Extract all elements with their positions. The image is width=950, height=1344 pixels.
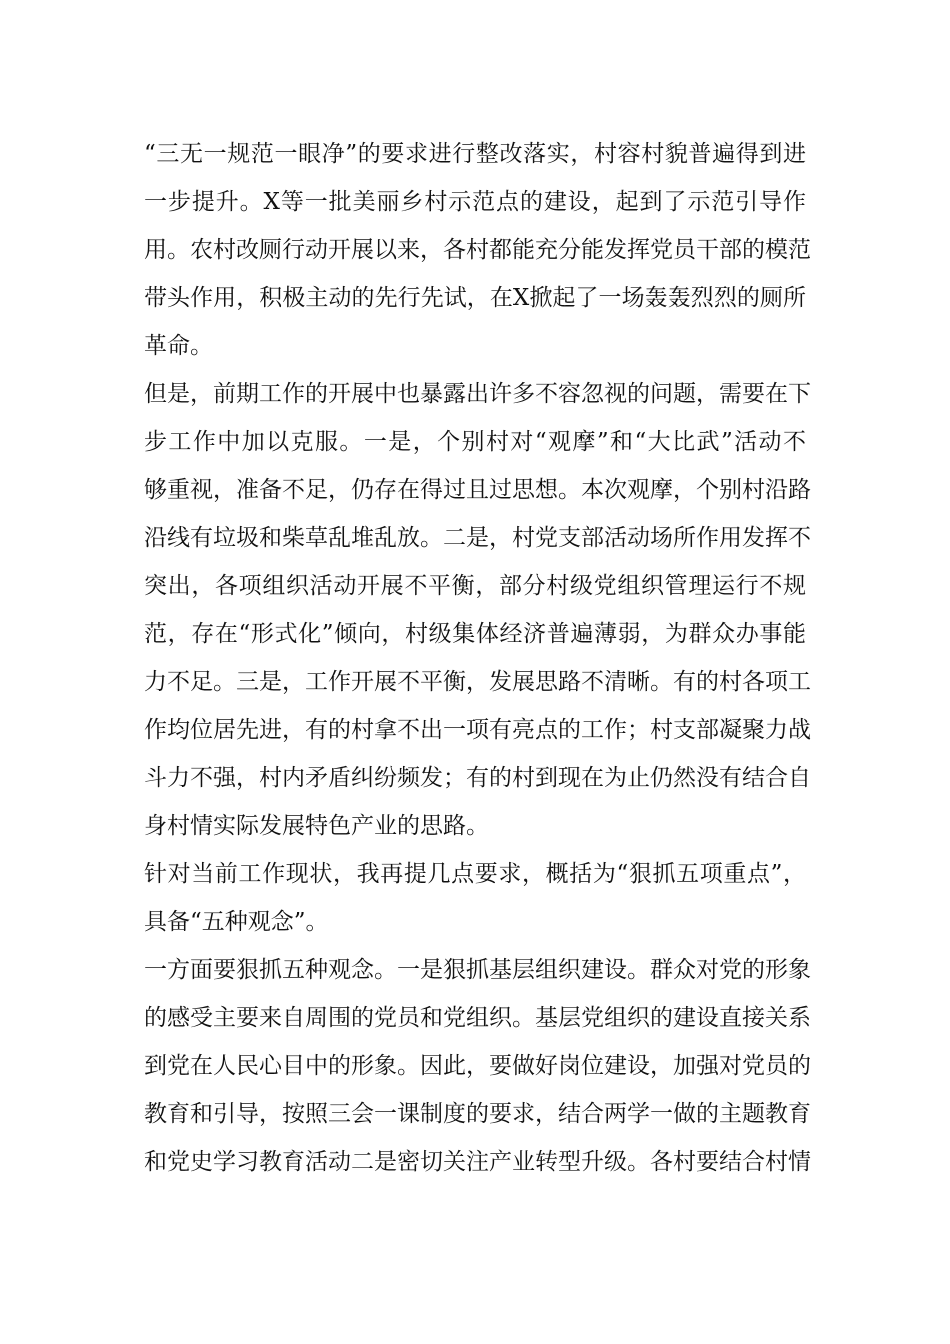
text-line: 带头作用，积极主动的先行先试，在X掀起了一场轰轰烈烈的厕所	[144, 285, 806, 311]
text-line: 具备“五种观念”。	[144, 909, 329, 935]
paragraph-3	[144, 850, 806, 946]
text-line: 作均位居先进，有的村拿不出一项有亮点的工作；村支部凝聚力战	[144, 717, 811, 743]
text-line: 到党在人民心目中的形象。因此，要做好岗位建设，加强对党员的	[144, 1053, 811, 1079]
text-line: 沿线有垃圾和柴草乱堆乱放。二是，村党支部活动场所作用发挥不	[144, 525, 811, 551]
text-line: 步工作中加以克服。一是，个别村对“观摩”和“大比武”活动不	[144, 429, 806, 455]
text-line: 斗力不强，村内矛盾纠纷频发；有的村到现在为止仍然没有结合自	[144, 765, 811, 791]
text-line: 针对当前工作现状，我再提几点要求，概括为“狠抓五项重点”，	[144, 861, 806, 887]
text-line: 教育和引导，按照三会一课制度的要求，结合两学一做的主题教育	[144, 1101, 811, 1127]
text-line: 但是，前期工作的开展中也暴露出许多不容忽视的问题，需要在下	[144, 381, 811, 407]
text-line: 身村情实际发展特色产业的思路。	[144, 813, 489, 839]
paragraph-2	[144, 370, 811, 850]
paragraph-1	[144, 130, 811, 370]
paragraph-4	[144, 946, 811, 1186]
text-line: 够重视，准备不足，仍存在得过且过思想。本次观摩，个别村沿路	[144, 477, 811, 503]
text-line: “三无一规范一眼净”的要求进行整改落实，村容村貌普遍得到进	[144, 141, 806, 167]
text-line: 革命。	[144, 333, 213, 359]
text-line: 的感受主要来自周围的党员和党组织。基层党组织的建设直接关系	[144, 1005, 811, 1031]
text-line: 突出，各项组织活动开展不平衡，部分村级党组织管理运行不规	[144, 573, 806, 599]
text-line: 和党史学习教育活动二是密切关注产业转型升级。各村要结合村情	[144, 1149, 811, 1175]
text-line: 一方面要狠抓五种观念。一是狠抓基层组织建设。群众对党的形象	[144, 957, 811, 983]
text-line: 力不足。三是，工作开展不平衡，发展思路不清晰。有的村各项工	[144, 669, 811, 695]
document-body	[144, 130, 811, 1186]
text-line: 一步提升。X等一批美丽乡村示范点的建设，起到了示范引导作	[144, 189, 806, 215]
text-line: 范，存在“形式化”倾向，村级集体经济普遍薄弱，为群众办事能	[144, 621, 806, 647]
text-line: 用。农村改厕行动开展以来，各村都能充分能发挥党员干部的模范	[144, 237, 811, 263]
